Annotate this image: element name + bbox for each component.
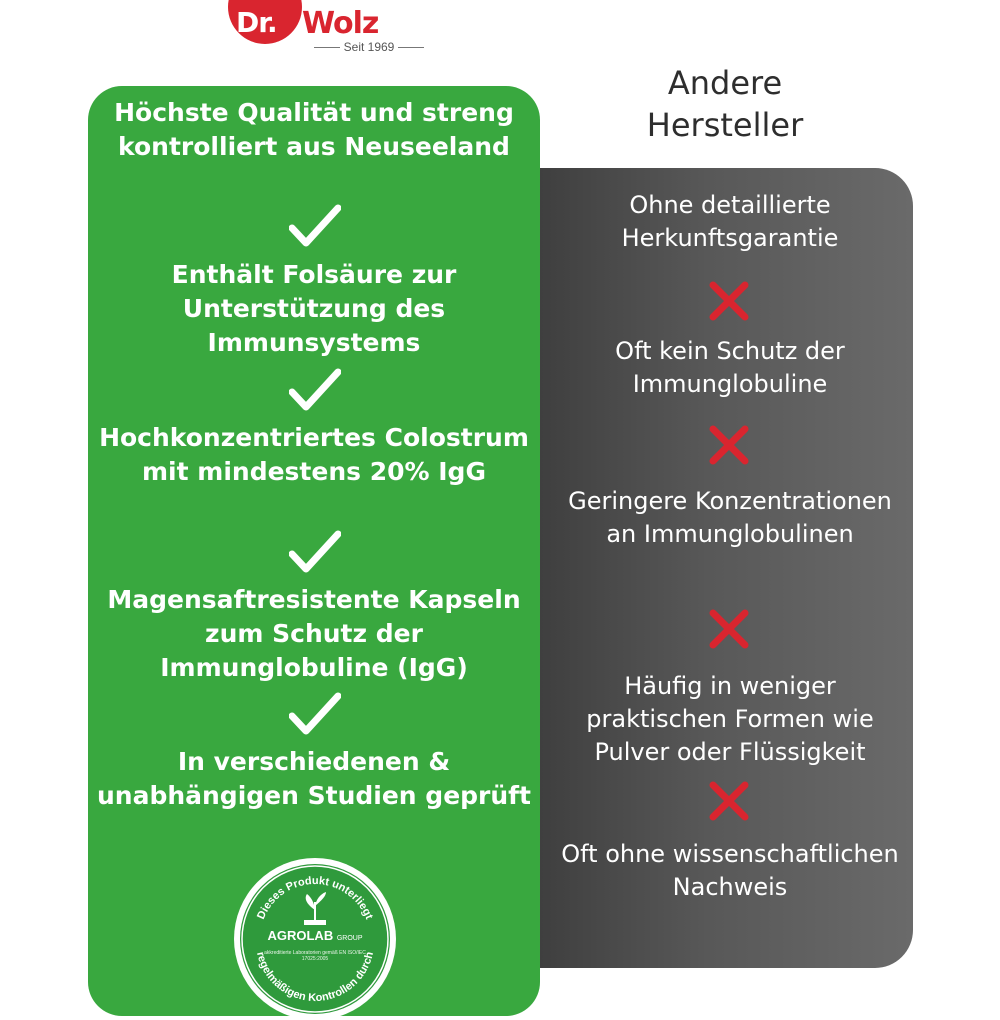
agrolab-seal: [234, 858, 396, 1020]
drawback-evidence: Oft ohne wissenschaftlichen Nachweis: [561, 840, 899, 901]
logo-dr-text: Dr.: [236, 6, 277, 39]
seal-bottom-text: regelmäßigen Kontrollen durch: [254, 950, 377, 1005]
benefit-folic-acid: Enthält Folsäure zur Unterstützung des Immunsystems: [171, 260, 457, 357]
red-x-icon: [708, 608, 750, 650]
drawback-concentration: Geringere Konzentrationen an Immunglobulinen: [568, 487, 892, 548]
seal-top-text: Dieses Produkt unterliegt: [255, 874, 375, 922]
checkmark-icon: [289, 368, 341, 412]
logo-tagline: [314, 40, 424, 54]
other-manufacturers-title: Andere Hersteller: [646, 64, 804, 144]
red-x-icon: [708, 280, 750, 322]
seal-name: [256, 928, 374, 943]
tagline-text: Seit 1969: [343, 40, 395, 54]
benefit-quality: Höchste Qualität und streng kontrolliert aus Neuseeland: [114, 98, 514, 161]
benefit-capsules: Magensaftresistente Kapseln zum Schutz der Immunglobuline (IgG): [107, 585, 521, 682]
seal-name-text: AGROLAB: [267, 928, 334, 943]
drawback-origin: Ohne detaillierte Herkunftsgarantie: [621, 191, 839, 252]
brand-logo: [218, 0, 428, 60]
drawback-protection: Oft kein Schutz der Immunglobuline: [615, 337, 845, 398]
seal-fine-print: akkreditierte Laboratorien gemäß EN ISO/IEC 17025:2005: [264, 950, 366, 962]
drawback-forms: Häufig in weniger praktischen Formen wie Pulver oder Flüssigkeit: [586, 672, 874, 766]
benefit-studies: In verschiedenen & unabhängigen Studien geprüft: [96, 747, 532, 810]
benefit-concentration: Hochkonzentriertes Colostrum mit mindestens 20% IgG: [99, 423, 529, 486]
checkmark-icon: [289, 204, 341, 248]
red-x-icon: [708, 424, 750, 466]
red-x-icon: [708, 780, 750, 822]
seal-plant-icon: [304, 892, 326, 925]
checkmark-icon: [289, 530, 341, 574]
seal-name-suffix: GROUP: [336, 935, 363, 942]
checkmark-icon: [289, 692, 341, 736]
logo-wolz-text: Wolz: [302, 6, 379, 41]
